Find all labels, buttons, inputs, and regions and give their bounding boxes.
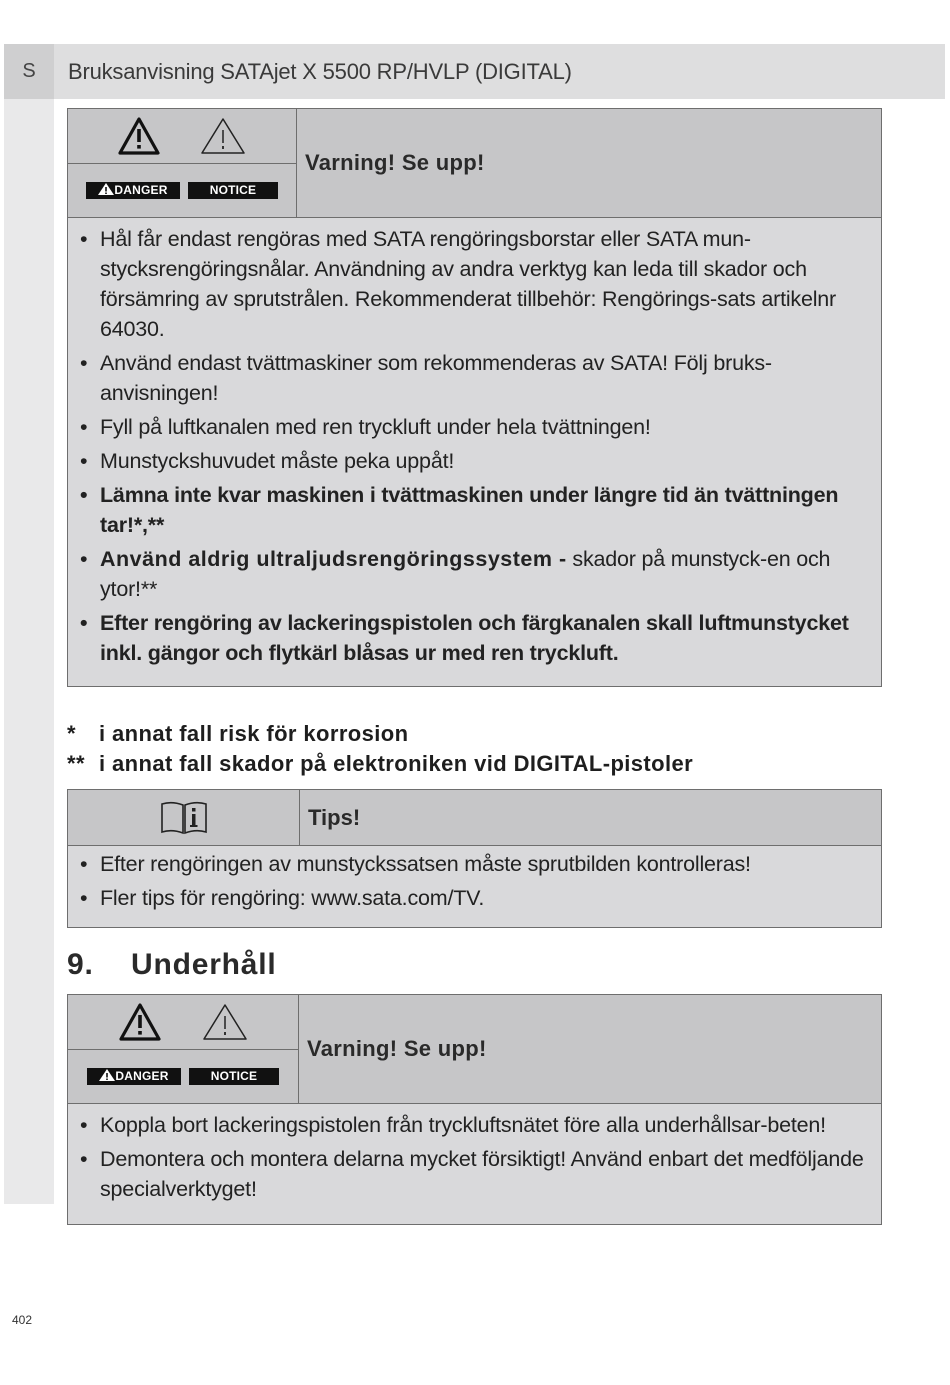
warning-box-header <box>68 109 881 218</box>
danger-label: DANGER <box>86 182 180 199</box>
warning-title: Varning! Se upp! <box>307 1036 487 1061</box>
list-item: • Efter rengöring av lackeringspistolen och färgkanalen skall luftmunstycket inkl. gängor och flytkärl blåsas ur med ren tryckluft. <box>78 608 871 668</box>
footnote-text: i annat fall skador på elektroniken vid DIGITAL-pistoler <box>99 751 694 776</box>
footnote-2 <box>67 751 693 777</box>
list-item <box>78 544 871 604</box>
list-item: • Använd endast tvättmaskiner som rekommenderas av SATA! Följ bruks-anvisningen! <box>78 348 871 408</box>
tips-box <box>67 789 882 928</box>
page-number: 402 <box>12 1313 33 1327</box>
notice-label: NOTICE <box>188 182 278 199</box>
danger-person-icon <box>98 183 114 195</box>
list-item: • Lämna inte kvar maskinen i tvättmaskinen under längre tid än tvättningen tar!*,** <box>78 480 871 540</box>
list-item: • Fyll på luftkanalen med ren tryckluft under hela tvättningen! <box>78 412 871 442</box>
warning-triangle-thin-icon <box>199 116 247 156</box>
warning-triangle-bold-icon <box>117 116 161 156</box>
warning-box-maintenance <box>67 994 882 1225</box>
footnote-text: i annat fall risk för korrosion <box>99 721 409 746</box>
footnote-mark: ** <box>67 751 85 776</box>
list-item: • Koppla bort lackeringspistolen från tryckluftsnätet före alla underhållsar-beten! <box>78 1110 871 1140</box>
manual-info-icon <box>159 800 209 836</box>
warning-symbols <box>68 995 299 1103</box>
list-item: • Hål får endast rengöras med SATA rengöringsborstar eller SATA mun-stycksrengöringsnålar. Användning av andra verktyg kan leda till skador och försämring av sprutstrålen. Rekommenderat tillbehör: Rengörings-sats artikelnr 64030. <box>78 224 871 344</box>
warning-symbols <box>68 109 297 217</box>
footnote-mark: * <box>67 721 76 746</box>
warning-list <box>68 218 881 686</box>
section-title: Underhåll <box>131 948 277 981</box>
list-item: • Munstyckshuvudet måste peka uppåt! <box>78 446 871 476</box>
section-number: 9. <box>67 948 94 981</box>
tips-list <box>68 846 881 927</box>
document-title: Bruksanvisning SATAjet X 5500 RP/HVLP (DIGITAL) <box>68 59 572 84</box>
warning-box-cleaning <box>67 108 882 687</box>
tips-title: Tips! <box>308 804 361 830</box>
tips-icon-cell <box>68 790 300 845</box>
list-item-rest: skador på munstyck-en och ytor!** <box>100 547 831 601</box>
footnote-1 <box>67 721 408 747</box>
warning-triangle-thin-icon <box>201 1002 249 1042</box>
language-tab: S <box>4 44 54 99</box>
notice-label: NOTICE <box>189 1068 279 1085</box>
list-item: • Demontera och montera delarna mycket försiktigt! Använd enbart det medföljande specialverktyget! <box>78 1144 871 1204</box>
warning-triangle-bold-icon <box>118 1002 162 1042</box>
tips-header <box>68 790 881 846</box>
danger-person-icon <box>99 1069 115 1081</box>
list-item: • Fler tips för rengöring: www.sata.com/TV. <box>78 883 871 913</box>
left-margin-strip <box>4 44 54 1204</box>
list-item-bold: Använd aldrig ultraljudsrengöringssystem - <box>100 547 567 571</box>
warning-list <box>68 1104 881 1224</box>
section-heading <box>67 948 277 982</box>
list-item: • Efter rengöringen av munstyckssatsen måste sprutbilden kontrolleras! <box>78 849 871 879</box>
danger-label: DANGER <box>87 1068 181 1085</box>
warning-box-header <box>68 995 881 1104</box>
warning-title: Varning! Se upp! <box>305 150 485 175</box>
